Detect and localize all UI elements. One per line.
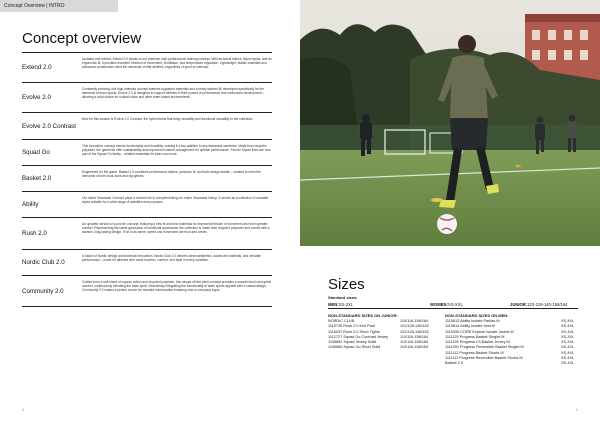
item-name: 1111125 Progress Basket Singlet M bbox=[445, 334, 505, 339]
item-name: 1111126 Progress LS Basket Jersey M bbox=[445, 340, 510, 345]
concept-description: An updated version of a proven concept, featuring a new fit and new materials for improved freedom of movement and even greater comfort. Representing the latest generation of functional sportswear, the collection is made from recycled polyester and comes with a durable, long-lasting design. True to its name, speed and movement are front and center. bbox=[82, 222, 270, 235]
item-size: 110/116-158/164 bbox=[400, 345, 429, 350]
concept-list bbox=[22, 52, 272, 307]
item-name: NORDIC CLUB bbox=[328, 319, 355, 323]
concept-row bbox=[22, 165, 272, 191]
concept-name: Evolve 2.0 Contrast bbox=[22, 122, 76, 130]
item-name: 1111112 Progress Basket Shorts M bbox=[445, 350, 504, 355]
standard-sizes-label: Standard sizes: bbox=[328, 295, 358, 300]
hero-photo bbox=[300, 0, 600, 246]
item-size: 110/116-158/164 bbox=[400, 319, 429, 323]
concept-description: Crafted from a soft blend of organic cotton and recycled polyester, this casual-off-the-pitch concept provides a smooth touch and great comfort, continuously elevating the team spirit. Seamlessly integrating the functionality of team sports apparel with a casual design, Community 2.0 makes a perfect choice for branded merchandise featuring club or company logos. bbox=[82, 280, 271, 293]
list-item bbox=[445, 361, 578, 366]
concept-name: Evolve 2.0 bbox=[22, 94, 51, 101]
item-size: XS-4XL bbox=[561, 356, 575, 361]
sizes-title: Sizes bbox=[328, 276, 365, 293]
concept-row bbox=[22, 112, 272, 139]
concept-row bbox=[22, 249, 272, 275]
junior-nonstandard-heading: NON-STANDARD SIZES ON JUNIOR: bbox=[328, 313, 398, 318]
junior-nonstandard-list bbox=[328, 313, 443, 351]
item-name: Basket 2.0 bbox=[445, 361, 463, 366]
item-name: 1112727 Squad Go Contrast Jersey bbox=[328, 334, 389, 339]
standard-size-value: 122-128-140-158/164 bbox=[527, 302, 568, 307]
item-name: 1110390 CORE Explore Isolate Jacket M bbox=[445, 329, 514, 334]
item-name: 1113614 Ability Isolate Vest M bbox=[445, 324, 496, 329]
section-tab-label: Concept Overview | INTRO bbox=[4, 3, 65, 9]
item-name: 1105882 Squad Jersey Solid bbox=[328, 340, 377, 345]
concept-description: Engineered for the game, Basket 2.0 combines performance fabrics, precision fit, and bold design details – created to meet the demands of both local clubs and big games. bbox=[82, 170, 261, 179]
item-size: 122/128-146/152 bbox=[400, 324, 429, 329]
concept-name: Basket 2.0 bbox=[22, 175, 52, 182]
concept-name: Extend 2.0 bbox=[22, 64, 52, 71]
men-nonstandard-heading: NON-STANDARD SIZES ON MEN: bbox=[445, 313, 509, 318]
men-nonstandard-list bbox=[445, 313, 578, 367]
concept-description: Our latest Teamwear Concept plays a central role in complementing our entire Teamwear lineup. It serves as a collection of versatile styles suitable for a wide range of activities and purposes. bbox=[82, 196, 269, 205]
item-name: 1111091 Progress Reversible Basket Singlet M bbox=[445, 345, 524, 350]
item-size: XS-4XL bbox=[561, 345, 575, 350]
list-item bbox=[328, 345, 443, 350]
item-name: 1116257 Rush 2.0 Short Tights bbox=[328, 329, 380, 334]
concept-row bbox=[22, 52, 272, 82]
item-size: 110/116-158/164 bbox=[400, 334, 429, 339]
sizes-divider bbox=[328, 308, 578, 309]
page-number: 9 bbox=[575, 407, 578, 412]
concept-description: New for this season is Evolve 2.0 Contrast, the hybrid items that bring versatility and functional versatility to the collection. bbox=[82, 117, 254, 121]
item-name: 1111113 Progress Reversible Basket Shorts M bbox=[445, 356, 523, 361]
concept-name: Squad Go bbox=[22, 149, 50, 156]
concept-description: A fusion of Nordic design and technical innovation. Nordic Club 2.0 delivers clean aesthetics, advanced materials, and versatile performance – made for athletes who value function, comfort, and style in every condition. bbox=[82, 254, 261, 263]
concept-row bbox=[22, 217, 272, 249]
item-size: 122/128-146/152 bbox=[400, 329, 429, 334]
standard-size-men bbox=[328, 302, 353, 307]
item-size: XS-4XL bbox=[561, 324, 575, 329]
concept-row bbox=[22, 139, 272, 165]
item-size: XS-4XL bbox=[561, 319, 575, 323]
concept-name: Rush 2.0 bbox=[22, 230, 47, 237]
page-title: Concept overview bbox=[22, 30, 142, 47]
item-size: XS-4XL bbox=[561, 350, 575, 355]
concept-description: Updated and refined, Extend 2.0 builds on our premium high-performance training concept. With technical fabrics, liquid repels, and an ergonomic fit, it provides excellent freedom of movement, ventilation, and temperature regulation. Lightweight, elastic materials and advanced construction meet the demands of elite athletes, regardless of sport or intensity. bbox=[82, 57, 272, 70]
standard-size-label: MEN: bbox=[328, 302, 339, 307]
standard-size-women bbox=[430, 302, 463, 307]
concept-name: Ability bbox=[22, 201, 39, 208]
concept-row bbox=[22, 82, 272, 112]
page-number: 8 bbox=[22, 407, 25, 412]
concept-description: This innovative concept blends functionality and durability, making it a key addition to any teamwear wardrobe. Made from recycled polyester, the garments offer sustainability and improved moisture management for optimal performance. Former Squad lines are now part of the Squad Go family – reliable essentials for year-round use. bbox=[82, 144, 271, 157]
item-size: XS-3XL bbox=[561, 334, 575, 339]
concept-row bbox=[22, 191, 272, 217]
item-size: XS-3XL bbox=[561, 340, 575, 345]
item-name: 1115735 Rush 2.0 Knit Pant bbox=[328, 324, 375, 329]
item-name: 1105886 Squad Go Short Solid bbox=[328, 345, 381, 350]
item-name: 1115812 Ability Isolate Parkas M bbox=[445, 319, 500, 323]
item-size: XS-4XL bbox=[561, 329, 575, 334]
football-training-photo bbox=[300, 0, 600, 246]
concept-description: Constantly evolving, this high-intensity concept features upgraded materials and a newly tailored fit, developed specifically for the demands of team sports. Evolve 2.0 is designed to support athletes in their pursuit of performance and continuous development – allowing a solid choice for football clubs and other team-based environments. bbox=[82, 87, 265, 100]
item-size: 110/116-158/164 bbox=[400, 340, 429, 345]
standard-size-label: WOMEN: bbox=[430, 302, 448, 307]
standard-size-label: JUNIOR: bbox=[510, 302, 528, 307]
standard-size-junior bbox=[510, 302, 568, 307]
concept-name: Nordic Club 2.0 bbox=[22, 259, 65, 266]
concept-row bbox=[22, 275, 272, 307]
standard-size-value: XS-3XL bbox=[338, 302, 354, 307]
item-size: XS-4XL bbox=[561, 361, 575, 366]
standard-size-value: XS-XXL bbox=[447, 302, 463, 307]
concept-name: Community 2.0 bbox=[22, 287, 64, 295]
